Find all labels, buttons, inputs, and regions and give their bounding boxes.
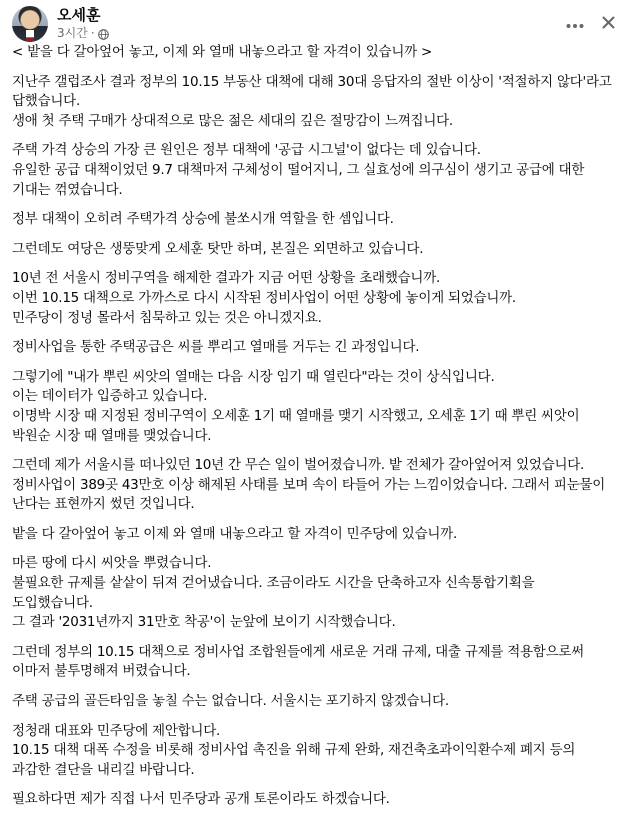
post-paragraph [12,269,616,328]
post-paragraph [12,210,616,230]
post-paragraph [12,338,616,358]
separator-dot: · [90,26,95,40]
post-text-line: 10년 전 서울시 정비구역을 해제한 결과가 지금 어떤 상황을 초래했습니까. [12,270,441,287]
post-paragraph [12,43,616,63]
post-text-line: 그렇기에 "내가 뿌린 씨앗의 열매는 다음 시장 임기 때 열린다"라는 것이 상식입니다. [12,368,495,385]
header-actions [566,6,615,33]
post-text-line: 지난주 갤럽조사 결과 정부의 10.15 부동산 대책에 대해 30대 응답자의 절반 이상이 '적절하지 않다'라고 답했습니다. [12,73,616,110]
post-text-line: 생애 첫 주택 구매가 상대적으로 많은 젊은 세대의 깊은 절망감이 느껴집니다. [12,112,453,129]
post-subline [57,25,109,41]
post-text-line: 주택 가격 상승의 가장 큰 원인은 정부 대책에 '공급 시그널'이 없다는 데 있습니다. [12,142,481,159]
post-paragraph [12,722,616,781]
post-text-line: 이는 데이터가 입증하고 있습니다. [12,388,208,405]
post-text-line: < 밭을 다 갈아엎어 놓고, 이제 와 열매 내놓으라고 할 자격이 있습니까 > [12,44,433,60]
post-paragraph [12,240,616,260]
post-paragraph [12,525,616,545]
post-text-line: 그런데도 여당은 생뚱맞게 오세훈 탓만 하며, 본질은 외면하고 있습니다. [12,240,424,257]
globe-icon[interactable] [98,28,109,39]
post-paragraph [12,643,616,682]
post-text-line: 그런데 정부의 10.15 대책으로 정비사업 조합원들에게 새로운 거래 규제, 대출 규제를 적용함으로써 이마저 불투명해져 버렸습니다. [12,643,588,680]
post-text-line: 10.15 대책 대폭 수정을 비롯해 정비사업 촉진을 위해 규제 완화, 재건축초과이익환수제 폐지 등의 과감한 결단을 내리길 바랍니다. [12,742,580,778]
close-icon[interactable] [602,14,615,33]
post-text-line: 불필요한 규제를 샅샅이 뒤져 걷어냈습니다. 조금이라도 시간을 단축하고자 신속통합기획을 도입했습니다. [12,575,539,611]
post-paragraph [12,368,616,446]
post-paragraph [12,790,616,810]
post-text-line: 유일한 공급 대책이었던 9.7 대책마저 구체성이 떨어지니, 그 실효성에 의구심이 생기고 공급에 대한 기대는 꺾였습니다. [12,161,589,198]
post-text-line: 마른 땅에 다시 씨앗을 뿌렸습니다. [12,555,212,572]
post-text-line: 밭을 다 갈아엎어 놓고 이제 와 열매 내놓으라고 할 자격이 민주당에 있습니까. [12,525,458,542]
post-body [12,43,616,820]
post-text-line: 그 결과 '2031년까지 31만호 착공'이 눈앞에 보이기 시작했습니다. [12,614,396,631]
post-time[interactable]: 3시간 [57,26,88,40]
more-icon[interactable] [566,14,584,33]
post-text-line: 정청래 대표와 민주당에 제안합니다. [12,722,221,739]
post-text-line: 이명박 시장 때 지정된 정비구역이 오세훈 1기 때 열매를 맺기 시작했고, 오세훈 1기 때 뿌린 씨앗이 박원순 시장 때 열매를 맺었습니다. [12,407,584,444]
post-paragraph [12,73,616,132]
post-header [12,6,615,42]
post-text-line: 필요하다면 제가 직접 나서 민주당과 공개 토론이라도 하겠습니다. [12,791,390,808]
post-text-line: 이번 10.15 대책으로 가까스로 다시 시작된 정비사업이 어떤 상황에 놓이게 되었습니까. [12,289,516,306]
author-name[interactable]: 오세훈 [57,6,101,24]
post-text-line: 정비사업을 통한 주택공급은 씨를 뿌리고 열매를 거두는 긴 과정입니다. [12,339,420,356]
post-text-line: 주택 공급의 골든타임을 놓칠 수는 없습니다. 서울시는 포기하지 않겠습니다. [12,693,449,710]
post-paragraph [12,554,616,632]
post-text-line: 민주당이 정녕 몰라서 침묵하고 있는 것은 아니겠지요. [12,309,322,326]
post-paragraph [12,692,616,712]
post-meta [57,6,109,41]
post-text-line: 정부 대책이 오히려 주택가격 상승에 불쏘시개 역할을 한 셈입니다. [12,211,394,228]
post-text-line: 그런데 제가 서울시를 떠나있던 10년 간 무슨 일이 벌어졌습니까. 밭 전체가 갈아엎어져 있었습니다. 정비사업이 389곳 43만호 이상 해제된 사태를 보며 속이 타들어 가는 느낌이었습니다. 그래서 피눈물이 난다는 표현까지 썼던 것입니다. [12,457,610,513]
post-paragraph [12,141,616,200]
avatar[interactable] [12,6,48,42]
post-paragraph [12,456,616,515]
